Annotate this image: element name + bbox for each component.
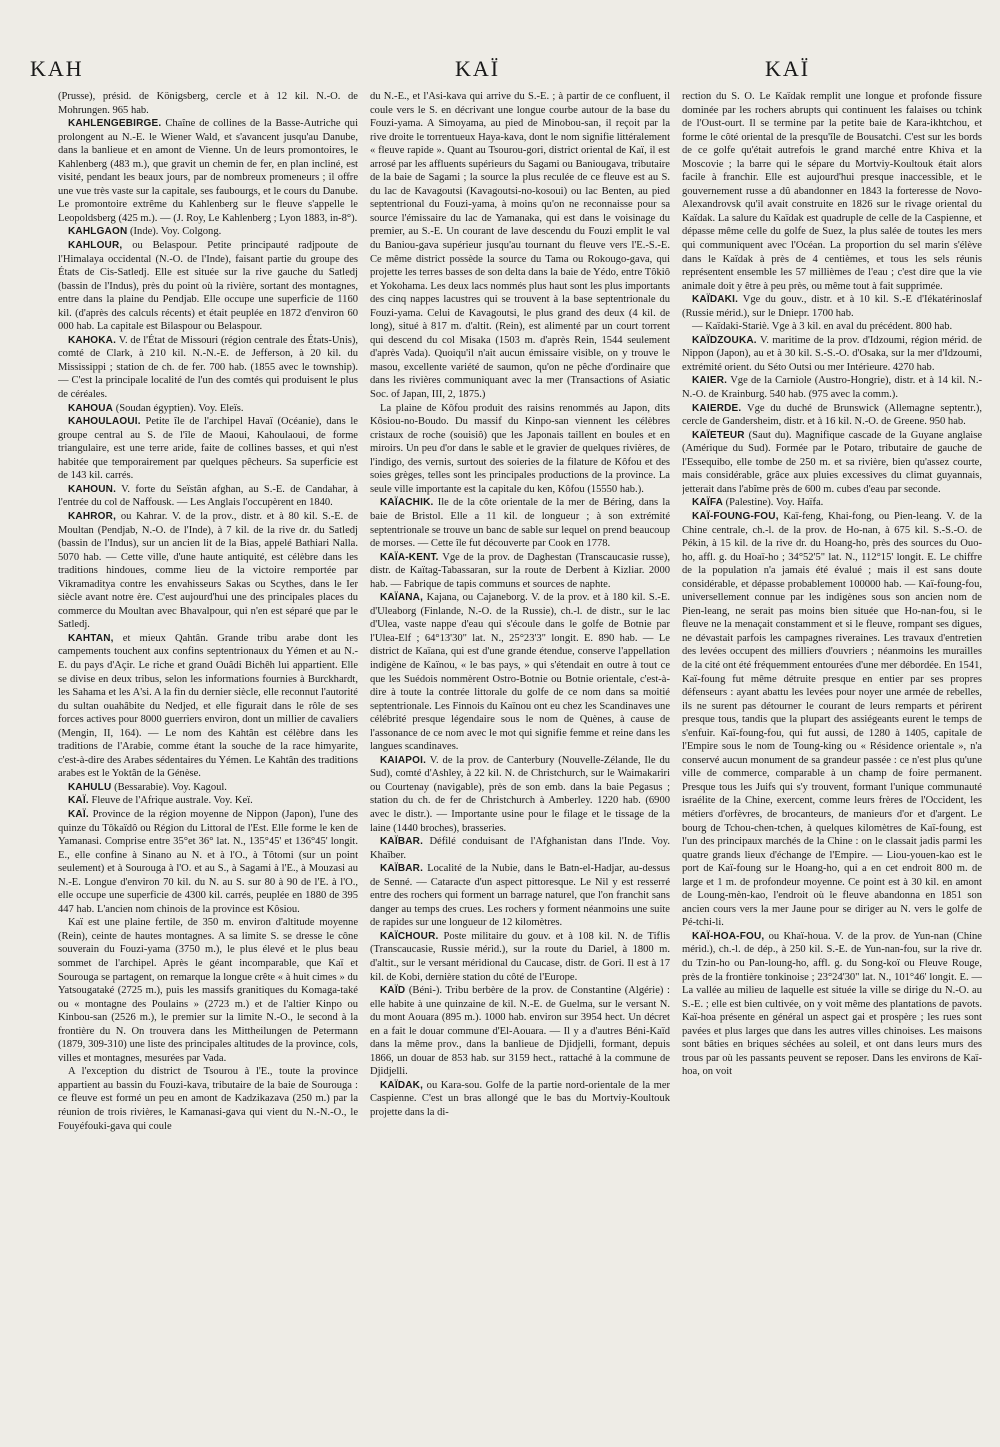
entry-text: du N.-E., et l'Asi-kava qui arrive du S.-E. ; à partir de ce confluent, il coule vers le S. en décrivant une longue courbe autour de la base du Fouzi-yama. A Simoyama, au pied de Minobou-san, il reçoit par la rive droite le torrentueux Haya-kava, dont le nom signifie littéralement « fleuve rapide ». Quant au Tsourou-gori, district oriental de Kaï, il est arrosé par les affluents supérieurs du Sagami ou Baniougava, tributaire de la baie de Sagami ; la source la plus reculée de ce fleuve est au S. du lac de Kavagoutsi (Kavagoutsi-no-kosoui) ou lac Benten, au pied septentrional du Fouzi-yama, à moins qu'on ne reconnaisse pour sa source l'émissaire du lac de Yamanaka, qui est dans le voisinage du premier, au S.-E. Un courant de lave descendu du Fouzi emplit le val du Baniou-gava supérieur jusqu'au tournant du fleuve vers l'E.-S.-E. Ce même district possède la source du Tama ou Rokougo-gava, qui projette les terres basses de son delta dans la baie de Yédo, entre Tôkiô et Yokohama. Les deux lacs nommés plus haut sont les plus importants des cinq nappes lacustres qui se trouvent à la base septentrionale du Fouzi-yama. Celui de Kavagoutsi, le plus grand des deux (4 kil. de long), situé à 817 m. d'altit. (Rein), est alimenté par un court torrent qui descend du col Misaka (1503 m. d'après Rein, 1544 seulement d'après Vada). Quoiqu'il n'ait aucun émissaire visible, on y trouve le masou, excellente variété de saumon, qu'on ne pêche d'ordinaire que dans les rivières communiquant avec la mer (Transactions of Asiatic Soc. of Japan, III, 2, 1875.) bbox=[370, 91, 670, 401]
dictionary-entry bbox=[58, 916, 358, 1065]
running-head-center: KAÏ bbox=[455, 56, 501, 81]
entry-headword: KAÏBAR. bbox=[380, 863, 424, 875]
dictionary-entry bbox=[682, 429, 982, 497]
entry-text: Province de la région moyenne de Nippon (Japon), l'une des quinze du Tôkaïdô ou Région du Littoral de l'Est. Elle forme le ken de Yamanasi. Comprise entre 35°et 36° lat. N., 135°45' et 136°45' longit. E., elle confine à Sinano au N. et à l'O., à Tôtomi (sur un point seulement) et à Sourouga à l'O. et au S., à Sagami à l'E., à Mouzasi au N.-E. Longue d'environ 70 kil. du N. au S. sur 80 à 90 de l'E. à l'O., elle occupe une superficie de 4300 kil. carrés, peuplée en 1880 de 395 447 hab. L'ancien nom chinois de la province est Kôsiou. bbox=[58, 808, 358, 915]
entry-text: V. de l'État de Missouri (région centrale des États-Unis), comté de Clark, à 210 kil. N.-N.-E. de Jefferson, à 20 kil. du Mississippi ; station de ch. de fer. 700 hab. (1855 avec le township). — C'est la principale localité de l'un des comtés qui produisent le plus de céréales. bbox=[58, 334, 358, 401]
dictionary-entry bbox=[370, 930, 670, 984]
entry-text: Kaï est une plaine fertile, de 350 m. environ d'altitude moyenne (Rein), ceinte de hautes montagnes. A sa limite S. se dresse le cône souverain du Fouzi-yama (3750 m.), le plus élevé et le plus beau sommet de l'archipel. Après le géant incomparable, que Kaï et Sourouga se partagent, on remarque la longue crête « à huit cimes » du Yatsougataké (2725 m.), puis les massifs granitiques du Komaga-také ou « montagne des Poulains » (2723 m.) et de l'altier Kinpo ou Kinbou-san (2526 m.), le premier sur la limite N.-O., le second à la frontière du N. On trouvera dans les Mittheilungen de Petermann (1879, 309-310) une liste des principales altitudes de la province, cols, villes et montagnes, mesurées par Vada. bbox=[58, 917, 358, 1064]
entry-text: ou Kara-sou. Golfe de la partie nord-orientale de la mer Caspienne. C'est un bras allongé que le bas du Mortviy-Koultouk projette dans la di- bbox=[370, 1079, 670, 1119]
entry-headword: KAÏ. bbox=[68, 795, 89, 807]
dictionary-entry bbox=[370, 835, 670, 862]
entry-text: Vge du duché de Brunswick (Allemagne septentr.), cercle de Gandersheim, distr. et à 16 kil. N.-O. de Greene. 950 hab. bbox=[682, 402, 982, 428]
entry-headword: KAÏACHIK. bbox=[380, 497, 434, 509]
dictionary-entry bbox=[58, 808, 358, 916]
dictionary-entry bbox=[58, 90, 358, 117]
dictionary-entry bbox=[682, 334, 982, 375]
entry-headword: KAHOULAOUI. bbox=[68, 416, 141, 428]
entry-text: Petite île de l'archipel Havaï (Océanie), dans le groupe central au S. de l'île de Maoui, Kahoulaoui, de forme triangulaire, est une terre aride, faite de collines basses, et qui n'est habitée que temporairement par quelques pêcheurs. Sa superficie est de 143 kil. carrés. bbox=[58, 416, 358, 482]
entry-text: Localité de la Nubie, dans le Batn-el-Hadjar, au-dessus de Senné. — Cataracte d'un aspect pittoresque. Le Nil y est resserré entre des rochers qui forment un barrage naturel, que l'on franchit sans danger au temps des crues. Les rochers y forment néanmoins une suite de rapides sur une longueur de 12 kilomètres. bbox=[370, 863, 670, 929]
dictionary-entry bbox=[370, 591, 670, 754]
entry-text: (Palestine). Voy. Haïfa. bbox=[725, 497, 824, 509]
entry-headword: KAHROR, bbox=[68, 510, 117, 522]
dictionary-entry bbox=[682, 402, 982, 429]
entry-text: (Béni-). Tribu berbère de la prov. de Constantine (Algérie) : elle habite à une quinzaine de kil. N.-E. de Guelma, sur le versant N. du mont Aouara (895 m.). 1000 hab. environ sur 3954 hect. Un décret en a fait le douar commune d'El-Aouara. — Il y a d'autres Béni-Kaïd dans la même prov., dans la banlieue de Djidjelli, formant, depuis 1866, un douar de 853 hab. sur 3159 hect., rattaché à la commune de Djidjelli. bbox=[370, 985, 670, 1078]
entry-text: ou Belaspour. Petite principauté radjpoute de l'Himalaya occidental (N.-O. de l'Inde), faisant partie du groupe des États de Cis-Satledj. Elle est située sur la rive gauche du Satledj (bassin de l'Indus), près du point où la rivière, sortant des montagnes, entre dans la plaine du Pendjab. Elle occupe une superficie de 1160 kil. (d'après des calculs récents) et était peuplée en 1872 d'environ 60 000 hab. La capitale est Bilaspour ou Belaspour. bbox=[58, 240, 358, 333]
text-columns bbox=[58, 90, 982, 1437]
dictionary-entry bbox=[58, 334, 358, 402]
entry-text: La plaine de Kôfou produit des raisins renommés au Japon, dits Kôsiou-no-Boudo. Du massif du Kinpo-san viennent les célèbres cristaux de roche (souisiô) que les Japonais taillent en boules et en miroirs. Un peu d'or dans le sable et le gravier de quelques rivières, de l'indigo, des vernis, surtout des soieries de la filature de Kôfou et des soies grèges, telles sont les principales productions de la province. La seule ville importante est la capitale du ken, Kôfou (15550 hab.). bbox=[370, 402, 670, 495]
entry-headword: KAHOKA. bbox=[68, 334, 117, 346]
entry-text: A l'exception du district de Tsourou à l'E., toute la province appartient au bassin du Fouzi-kava, tributaire de la baie de Sourouga : ce fleuve est formé un peu en amont de Kadzikazava (250 m.) par la réunion de trois rivières, le Kamanasi-gava qui vient du N.-N.-O., le Fouyéfouki-gava qui coule bbox=[58, 1066, 358, 1132]
entry-text: Défilé conduisant de l'Afghanistan dans l'Inde. Voy. Khaïber. bbox=[370, 836, 670, 861]
dictionary-entry bbox=[58, 781, 358, 795]
entry-headword: KAÏ-HOA-FOU, bbox=[692, 930, 765, 942]
dictionary-entry bbox=[370, 496, 670, 550]
column-3 bbox=[682, 90, 982, 1437]
entry-text: V. maritime de la prov. d'Idzoumi, région mérid. de Nippon (Japon), au et à 30 kil. S.-S.-O. d'Osaka, sur la mer d'Idzoumi, extrémité orient. du Séto Outsi ou mer Intérieure. 4270 hab. bbox=[682, 334, 982, 373]
entry-headword: KAÏETEUR bbox=[692, 429, 745, 441]
entry-text: (Inde). Voy. Colgong. bbox=[130, 226, 222, 238]
entry-text: rection du S. O. Le Kaïdak remplit une longue et profonde fissure dominée par les rochers abrupts qui continuent les falaises ou tchink de l'Oust-ourt. Il se termine par la petite baie de Kara-ikhtchou, et forme le côté oriental de la presqu'île de Bousatchi. C'est sur les bords de ce golfe qu'était autrefois le grand marché entre Khiva et la Moscovie ; la barre qui le sépare du Mortviy-Koultouk était alors facile à franchir. Elle est aujourd'hui presque inaccessible, et le gouvernement russe a dû abandonner en 1843 la forteresse de Novo-Alexandrovsk qu'il avait construite en 1826 sur le rivage oriental du Kaïdak. La salure du Kaïdak est quadruple de celle de la Caspienne, et dépasse même celle du golfe de Suez, la plus salée de toutes les mers qui communiquent avec l'Océan. La proportion du sel marin s'élève dans le Kaïdak à près de 4 centièmes, et tous les sels réunis représentent ensemble les 57 millièmes de l'eau ; c'est dire que la vie animale doit y être à peu près, ou même tout à fait supprimée. bbox=[682, 91, 982, 292]
entry-headword: KAÏCHOUR. bbox=[380, 930, 439, 942]
dictionary-entry bbox=[58, 510, 358, 632]
entry-headword: KAIERDE. bbox=[692, 402, 742, 414]
entry-headword: KAÏDZOUKA. bbox=[692, 334, 757, 346]
dictionary-entry bbox=[58, 632, 358, 781]
dictionary-entry bbox=[58, 225, 358, 239]
running-head-right: KAÏ bbox=[765, 56, 811, 81]
entry-headword: KAHULU bbox=[68, 781, 112, 793]
entry-text: Chaîne de collines de la Basse-Autriche qui prolongent au N.-E. le Wiener Wald, et s'avancent jusqu'au Danube, dans la banlieue et en amont de Vienne. Un de leurs promontoires, le Kahlenberg (483 m.), que gravit un chemin de fer, en plan incliné, est visité, pendant les beaux jours, par de nombreux promeneurs ; il offre une vue très vaste sur la capitale, ses faubourgs, et le cours du Danube. Le promontoire extrême du Kahlenberg sur le fleuve s'appelle le Leopoldsberg (425 m.). — (J. Roy, Le Kahlenberg ; Lyon 1883, in-8°). bbox=[58, 118, 358, 224]
entry-text: Kaï-feng, Khai-fong, ou Pien-leang. V. de la Chine centrale, ch.-l. de la prov. de Ho-nan, à 675 kil. S.-S.-O. de Pékin, à 15 kil. de la rive dr. du Hoang-ho, près des sources du Ouo-ho, affl. g. du Hoaï-ho ; 34°52'5" lat. N., 112°15' longit. E. Le chiffre de la population n'a jamais été évalué ; mais il est sans doute considérable, et dépasse probablement 100000 hab. — Kaï-foung-fou, universellement connue par les indigènes sous son ancien nom de Pien-leang, ne serait pas moins bien située que Ho-nan-fou, si le fleuve ne la menaçait constamment et si le fleuve, rompant ses digues, ne dévastait parfois les campagnes riveraines. Les travaux d'entretien des levées occupent des milliers d'ouvriers ; néanmoins les murailles de la cité ont été fréquemment entourées d'une mer débordée. En 1541, Kaï-foung fut même détruite presque en entier par ses propres défenseurs : ayant abattu les levées pour noyer une armée de rebelles, ils ne surent pas détourner le courant de leurs remparts et périrent presque tous, tandis que la plupart des assiégeants eurent le temps de s'enfuir. Kaï-foung-fou, qui fut aussi, de 1280 à 1405, capitale de l'Empire sous le nom de Toung-king ou « Résidence orientale », n'a conservé aucun monument de sa grandeur passée : ce n'est plus qu'une ville de commerce, comparable à un champ de foire permanent. Presque tous les Juifs qui s'y trouvent, formant l'unique communauté israélite de la Chine, exercent, comme leurs frères de l'Occident, les métiers d'orfèvres, de brocanteurs, de manieurs d'or et d'argent. Le bourg de Tchou-chen-tchen, à quelques kilomètres de Kaï-foung, est l'un des principaux marchés de la Chine : on le classait jadis parmi les quatre grands lieux d'échange de l'Empire. — Liou-youen-kao est le port de Kaï-foung sur le Hoang-ho, qui a en cet endroit 800 m. de large et 1 m. de profondeur moyenne. Ce point est à 30 kil. en amont de Loung-mèn-kao, l'endroit où le fleuve abandonna en 1851 son ancien cours vers la mer Jaune pour se diriger au N. vers le golfe de Pé-tchi-li. bbox=[682, 510, 982, 929]
entry-headword: KAHTAN, bbox=[68, 632, 114, 644]
entry-headword: KAÏANA, bbox=[380, 592, 424, 604]
dictionary-entry bbox=[370, 402, 670, 497]
dictionary-entry bbox=[682, 930, 982, 1079]
dictionary-entry bbox=[682, 90, 982, 293]
dictionary-entry bbox=[682, 320, 982, 334]
dictionary-entry bbox=[58, 117, 358, 225]
entry-headword: KAÏDAKI. bbox=[692, 294, 739, 306]
entry-text: (Bessarabie). Voy. Kagoul. bbox=[114, 781, 227, 793]
entry-headword: KAÏDAK, bbox=[380, 1079, 424, 1091]
entry-headword: KAÏ-FOUNG-FOU, bbox=[692, 510, 779, 522]
dictionary-entry bbox=[682, 293, 982, 320]
entry-text: (Saut du). Magnifique cascade de la Guyane anglaise (Amérique du Sud). Formée par le Potaro, tributaire de gauche de l'Essequibo, elle tombe de 250 m. et sa rivière, bien qu'assez courte, mais considérable, grâce aux pluies excessives du climat guyannais, jetterait dans l'abîme près de 600 m. cubes d'eau par seconde. bbox=[682, 429, 982, 495]
column-2 bbox=[370, 90, 670, 1437]
entry-text: (Soudan égyptien). Voy. Eleïs. bbox=[115, 402, 244, 414]
dictionary-entry bbox=[58, 402, 358, 416]
entry-headword: KAÏD bbox=[380, 985, 406, 997]
dictionary-entry bbox=[58, 483, 358, 510]
dictionary-entry bbox=[370, 551, 670, 592]
entry-text: Ile de la côte orientale de la mer de Béring, dans la baie de Bristol. Elle a 11 kil. de longueur ; à son extrémité septentrionale se trouve un banc de sable sur lequel on prend beaucoup de morses. — Cette île fut découverte par Cook en 1778. bbox=[370, 497, 670, 550]
dictionary-entry bbox=[682, 374, 982, 401]
dictionary-entry bbox=[58, 415, 358, 483]
column-1 bbox=[58, 90, 358, 1437]
entry-headword: KAÏA-KENT. bbox=[380, 551, 439, 563]
dictionary-entry bbox=[370, 90, 670, 402]
entry-headword: KAÏ. bbox=[68, 808, 89, 820]
dictionary-entry bbox=[370, 1079, 670, 1120]
entry-headword: KAÏBAR. bbox=[380, 836, 424, 848]
dictionary-entry bbox=[370, 754, 670, 835]
entry-headword: KAÏFA bbox=[692, 497, 723, 509]
entry-headword: KAHLENGEBIRGE. bbox=[68, 118, 162, 130]
dictionary-entry bbox=[58, 794, 358, 808]
entry-text: — Kaïdaki-Stariè. Vge à 3 kil. en aval du précédent. 800 hab. bbox=[692, 321, 953, 333]
entry-headword: KAIAPOI. bbox=[380, 754, 427, 766]
entry-headword: KAHLGAON bbox=[68, 226, 128, 238]
entry-text: Vge de la Carniole (Austro-Hongrie), distr. et à 14 kil. N.-N.-O. de Krainburg. 540 hab. (975 avec la comm.). bbox=[682, 375, 982, 401]
dictionary-entry bbox=[58, 1065, 358, 1133]
entry-text: Vge de la prov. de Daghestan (Transcaucasie russe), distr. de Kaïtag-Tabassaran, sur la route de Derbent à Kizliar. 2000 hab. — Fabrique de tapis communs et sources de naphte. bbox=[370, 551, 670, 590]
dictionary-entry bbox=[370, 984, 670, 1079]
entry-headword: KAHOUA bbox=[68, 402, 114, 414]
entry-text: et mieux Qahtân. Grande tribu arabe dont les campements touchent aux confins septentrionaux du Yémen et au N.-E. du pays d'Açir. Le riche et grand Ouâdi Bichêh lui appartient. Elle se divise en deux tribus, selon les informations fournies à Burckhardt, les Sahama et les A'si. A la fin du dernier siècle, elle reconnut l'autorité du sultan ouahâbite du Nedjed, et elle figurait dans le rôle de ses forces actives pour 8000 guerriers environ, dont un millier de cavaliers (Mengin, II, 164). — Le nom des Kahtân est célèbre dans les traditions de l'Arabie, comme étant la souche de la race himyarite, c'est-à-dire des Arabes sédentaires du Yémen. Le Kahtân des traditions arabes est le Yoktân de la Génèse. bbox=[58, 632, 358, 780]
entry-text: Fleuve de l'Afrique australe. Voy. Keï. bbox=[91, 795, 253, 807]
entry-text: ou Khaï-houa. V. de la prov. de Yun-nan (Chine mérid.), ch.-l. de dép., à 250 kil. S.-E. de Yun-nan-fou, sur la rive dr. du Tzin-ho ou Pan-loung-ho, affl. g. du Song-koï ou Fleuve Rouge, près de la frontière tonkinoise ; 23°24'30" lat. N., 101°46' longit. E. — La vallée au milieu de laquelle est située la ville se dirige du N.-O. au S.-E. ; elle est bien cultivée, on y voit même des plantations de pavots. Kaï-hoa présente en général un aspect gai et prospère ; les rues sont pavées et plus larges que dans les autres villes chinoises. Les maisons sont bâties en briques séchées au soleil, et ont dans leurs murs des trous par où les passants peuvent se reposer. Dans les environs de Kaï-hoa, on voit bbox=[682, 930, 982, 1078]
entry-text: V. forte du Seïstân afghan, au S.-E. de Candahar, à l'entrée du col de Naffousk. — Les Anglais l'occupèrent en 1840. bbox=[58, 483, 358, 509]
entry-text: (Prusse), présid. de Königsberg, cercle et à 12 kil. N.-O. de Mohrungen. 965 hab. bbox=[58, 91, 358, 116]
entry-text: Poste militaire du gouv. et à 108 kil. N. de Tiflis (Transcaucasie, Russie mérid.), sur la route du Dariel, à 1800 m. d'altit., sur le versant méridional du Caucase, distr. de Gori. Il est à 17 kil. de Kobi, dernière station du côté de l'Europe. bbox=[370, 930, 670, 983]
entry-text: Kajana, ou Cajaneborg. V. de la prov. et à 180 kil. S.-E. d'Uleaborg (Finlande, N.-O. de la Russie), ch.-l. de distr., sur le lac d'Ulea, vaste nappe d'eau qui s'écoule dans le golfe de Botnie par l'Ulea-Elf ; 64°13'30" lat. N., 25°23'3" longit. E. 890 hab. — Le district de Kaïana, qui est d'une grande étendue, conserve l'appellation indigène de Kaïnou, « le bas pays, » qui s'étendait en outre à tout ce que les Suédois nommèrent Ostro-Botnie ou Botnie orientale, c'est-à-dire à toute la contrée littorale du golfe de ce nom dans sa moitié septentrionale. Les Finnois du Kaïnou ont eu chez les Scandinaves une célébrité presque légendaire sous le nom de Quènes, à cause de l'assonance de ce nom avec le mot qui signifie femme et reine dans les langues scandinaves. bbox=[370, 592, 670, 753]
running-head-left: KAH bbox=[30, 56, 84, 81]
entry-text: ou Kahrar. V. de la prov., distr. et à 80 kil. S.-E. de Moultan (Pendjab, N.-O. de l'Inde), à 7 kil. de la rive dr. du Satledj (bassin de l'Indus), sur un ancien lit de la Bias, appelé Bathiari Nalla. 5070 hab. — Cette ville, d'une haute antiquité, est célèbre dans les traditions hindoues, comme lieu de la victoire remportée par Vikramaditya contre les envahisseurs Sakas ou Scythes, dans le Ier siècle avant notre ère. C'est aujourd'hui une des principales places du commerce du Moultan avec Bhavalpour, qui n'en est séparé que par le Satledj. bbox=[58, 510, 358, 631]
dictionary-entry bbox=[370, 862, 670, 930]
entry-headword: KAIER. bbox=[692, 375, 728, 387]
entry-text: V. de la prov. de Canterbury (Nouvelle-Zélande, Ile du Sud), comté d'Ashley, à 22 kil. N. de Christchurch, sur le Waimakariri ou Courtenay (navigable), près de son emb. dans la baie Pegasus ; station du ch. de fer de Christchurch à Amberley. 1220 hab. (6900 avec le distr.). — Importante usine pour le filage et le tissage de la laine (1440 broches), brasseries. bbox=[370, 754, 670, 834]
dictionary-entry bbox=[682, 510, 982, 930]
dictionary-entry bbox=[58, 239, 358, 334]
entry-headword: KAHOUN. bbox=[68, 483, 117, 495]
dictionary-entry bbox=[682, 496, 982, 510]
entry-headword: KAHLOUR, bbox=[68, 240, 123, 252]
entry-text: Vge du gouv., distr. et à 10 kil. S.-E d'Iékatérinoslaf (Russie mérid.), sur le Dniepr. 1700 hab. bbox=[682, 294, 982, 319]
